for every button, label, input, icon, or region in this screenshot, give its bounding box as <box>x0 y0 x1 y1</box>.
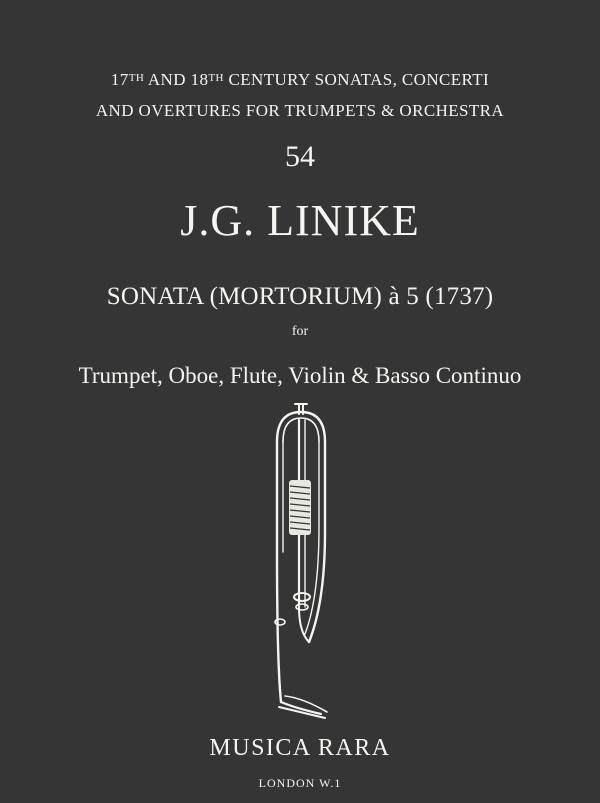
composer-name: J.G. LINIKE <box>180 196 420 245</box>
series-suffix-th-1: TH <box>128 72 145 84</box>
for-label: for <box>291 324 309 339</box>
natural-trumpet-illustration <box>255 402 345 722</box>
series-title-line-2: AND OVERTURES FOR TRUMPETS & ORCHESTRA <box>95 101 505 120</box>
series-num-17: 17 <box>110 70 129 89</box>
series-title-line-1 <box>0 70 600 90</box>
series-num-18: 18 <box>190 70 209 89</box>
publisher-name: MUSICA RARA <box>209 735 391 761</box>
publisher-city: LONDON W.1 <box>258 776 342 790</box>
series-suffix-th-2: TH <box>208 72 224 84</box>
work-title: SONATA (MORTORIUM) à 5 (1737) <box>106 283 494 310</box>
series-rest: CENTURY SONATAS, CONCERTI <box>223 70 490 89</box>
series-number: 54 <box>285 140 315 173</box>
instrumentation: Trumpet, Oboe, Flute, Violin & Basso Continuo <box>78 363 522 388</box>
series-and: AND <box>144 70 191 89</box>
